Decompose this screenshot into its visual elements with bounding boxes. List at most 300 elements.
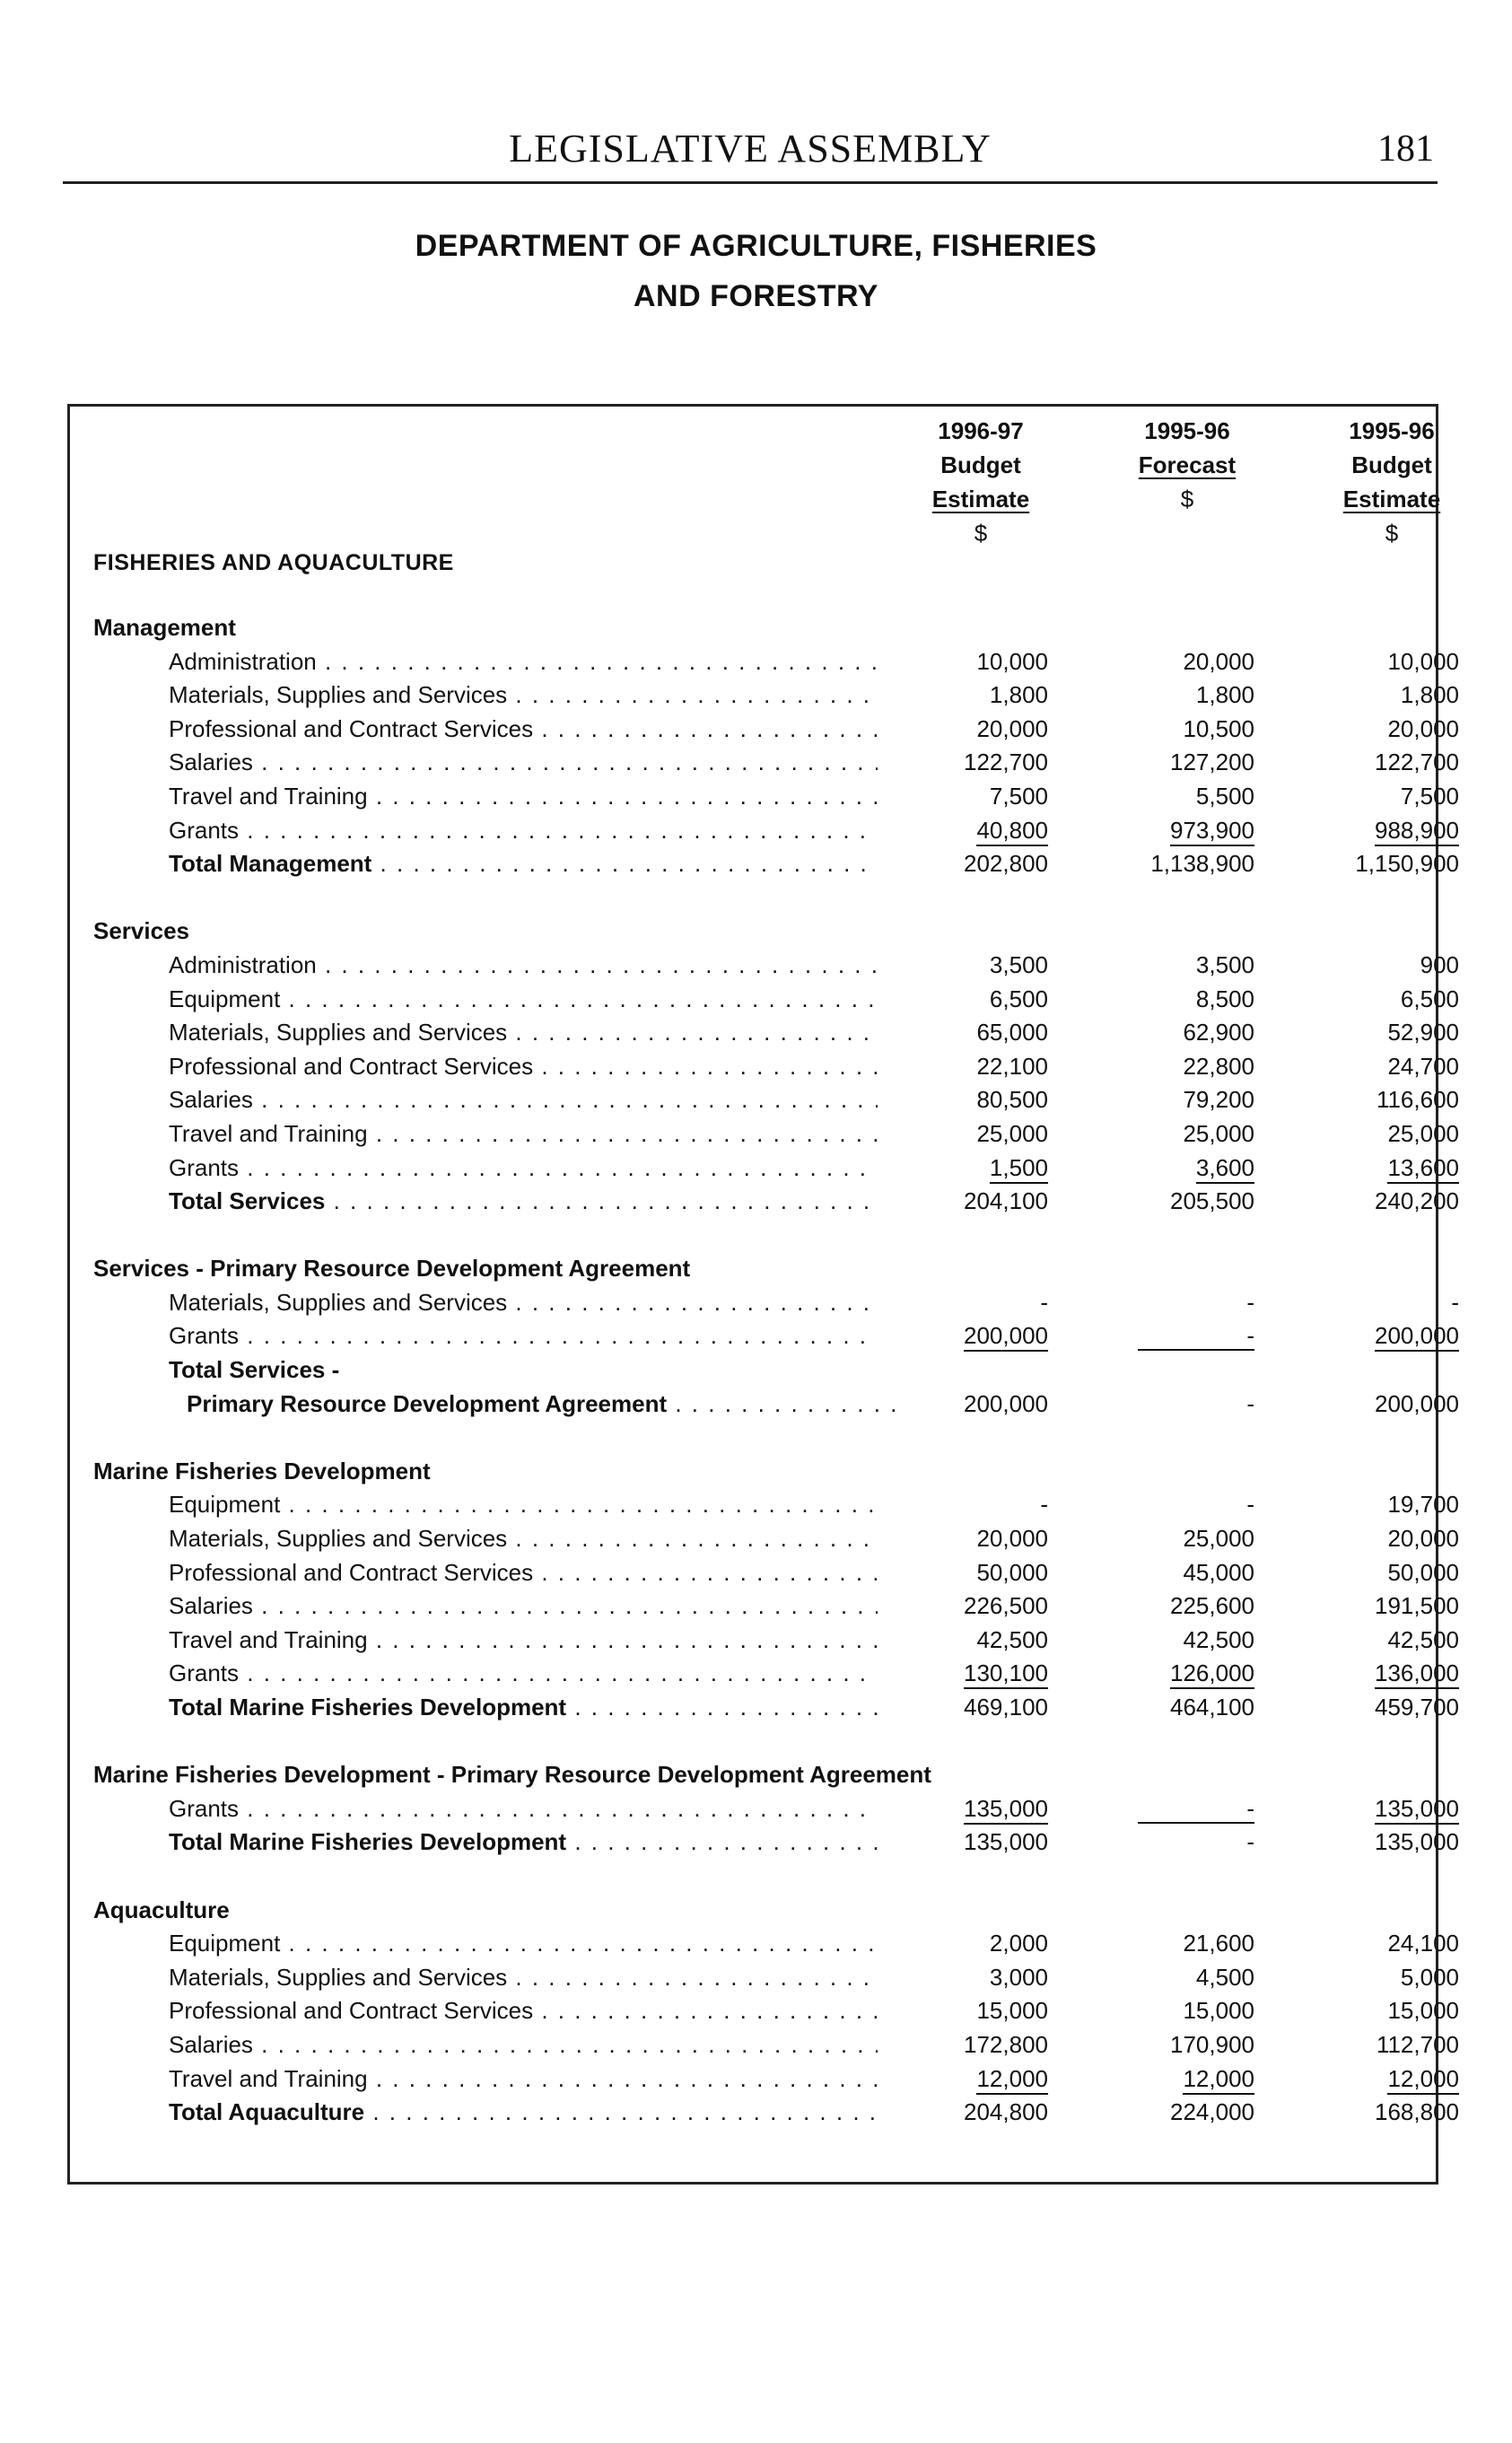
- amount-cell: [905, 1691, 1048, 1725]
- amount-cell: [1111, 1961, 1254, 1995]
- amount-cell: [905, 1522, 1048, 1556]
- amount-value: 168,800: [1375, 2098, 1459, 2126]
- amount-cell: [1315, 1994, 1459, 2028]
- amount-value: 20,000: [1387, 714, 1459, 742]
- row-label: Total Management . . .: [169, 847, 878, 881]
- table-row: [70, 1050, 1459, 1084]
- column-unit: $: [1180, 486, 1194, 512]
- amount-value: 42,500: [976, 1625, 1048, 1653]
- amount-value: 464,100: [1170, 1694, 1254, 1721]
- table-row: [70, 1556, 1459, 1590]
- row-label: Marine Fisheries Development: [93, 1457, 431, 1484]
- spacer-row: [70, 1860, 1436, 1894]
- group-heading: [70, 1252, 1436, 1286]
- amount-value: 224,000: [1170, 2098, 1254, 2126]
- amount-value: 202,800: [964, 850, 1048, 878]
- amount-cell: [905, 1994, 1048, 2028]
- amount-value: 5,500: [1195, 782, 1254, 810]
- amount-cell: [1111, 1083, 1254, 1117]
- amount-value: 8,500: [1195, 985, 1254, 1012]
- amount-value: 4,500: [1195, 1963, 1254, 1991]
- amount-cell: [905, 780, 1048, 814]
- amount-cell: [1111, 814, 1254, 848]
- table-body: [70, 611, 1459, 2130]
- table-row: [70, 2028, 1459, 2062]
- row-label: Marine Fisheries Development - Primary Resource Development Agreement: [93, 1761, 931, 1789]
- amount-value: 65,000: [976, 1019, 1048, 1046]
- column-header-line: Budget: [1351, 451, 1432, 478]
- amount-cell: [905, 1286, 1048, 1320]
- amount-cell: [1315, 679, 1459, 713]
- amount-value: 7,500: [989, 782, 1048, 810]
- amount-value: -: [1246, 1491, 1254, 1519]
- amount-value: 15,000: [1183, 1997, 1254, 2025]
- row-label: Travel and Training . . .: [169, 1117, 878, 1151]
- amount-cell: [1315, 1961, 1459, 1995]
- amount-value: 12,000: [1387, 2065, 1459, 2095]
- amount-value: 122,700: [964, 749, 1048, 776]
- amount-cell: [1315, 1657, 1459, 1691]
- amount-cell: [1111, 1691, 1254, 1725]
- amount-value: 135,000: [1375, 1828, 1459, 1856]
- table-row: [70, 1589, 1459, 1624]
- row-label: Total Marine Fisheries Development . . .: [169, 1826, 878, 1860]
- table-row: [70, 746, 1459, 780]
- amount-cell: [905, 713, 1048, 747]
- amount-cell: [1111, 1117, 1254, 1151]
- amount-cell: [905, 1826, 1048, 1860]
- row-label: Total Services . . .: [169, 1185, 878, 1219]
- amount-value: 1,138,900: [1150, 850, 1254, 878]
- amount-cell: [1111, 1556, 1254, 1590]
- row-label: Equipment . . .: [169, 1488, 878, 1522]
- total-row: [70, 2096, 1459, 2130]
- row-label: Materials, Supplies and Services . . .: [169, 1522, 878, 1556]
- amount-cell: [1315, 1319, 1459, 1353]
- amount-cell: [1111, 2062, 1254, 2097]
- amount-cell: [1315, 1522, 1459, 1556]
- amount-cell: [905, 1927, 1048, 1961]
- amount-cell: [905, 1589, 1048, 1624]
- amount-cell: [1111, 780, 1254, 814]
- amount-value: 130,100: [964, 1659, 1048, 1689]
- amount-cell: [1315, 1556, 1459, 1590]
- amount-value: 1,150,900: [1355, 850, 1459, 878]
- table-row: [70, 1286, 1459, 1320]
- amount-cell: [1111, 645, 1254, 679]
- row-label: Services - Primary Resource Development Agreement: [93, 1255, 691, 1283]
- row-label: Materials, Supplies and Services . . .: [169, 1286, 878, 1320]
- amount-cell: [1111, 713, 1254, 747]
- amount-cell: [905, 1117, 1048, 1151]
- row-label: Professional and Contract Services . . .: [169, 1556, 878, 1590]
- amount-cell: [1111, 2028, 1254, 2062]
- row-label: Grants . . .: [169, 1792, 878, 1826]
- row-label: Materials, Supplies and Services . . .: [169, 1961, 878, 1995]
- amount-cell: [905, 1556, 1048, 1590]
- amount-cell: [905, 814, 1048, 848]
- amount-value: 200,000: [964, 1389, 1048, 1417]
- amount-value: 79,200: [1183, 1086, 1254, 1114]
- amount-cell: [1111, 746, 1254, 780]
- amount-cell: [1315, 746, 1459, 780]
- amount-value: 22,100: [976, 1052, 1048, 1080]
- amount-cell: [1111, 1927, 1254, 1961]
- amount-cell: [1315, 1185, 1459, 1219]
- amount-value: 3,000: [989, 1963, 1048, 1991]
- amount-value: -: [1246, 1288, 1254, 1316]
- amount-value: 170,900: [1170, 2030, 1254, 2058]
- amount-value: 205,500: [1170, 1187, 1254, 1215]
- amount-cell: [1111, 1388, 1254, 1422]
- row-label: Grants . . .: [169, 1657, 878, 1691]
- amount-value: 126,000: [1170, 1659, 1254, 1689]
- row-label: Aquaculture: [93, 1896, 230, 1923]
- amount-cell: [1315, 2028, 1459, 2062]
- spacer-row: [70, 1725, 1436, 1759]
- amount-cell: [1315, 1388, 1459, 1422]
- amount-cell: [1315, 780, 1459, 814]
- amount-value: 22,800: [1183, 1052, 1254, 1080]
- amount-cell: [1315, 1488, 1459, 1522]
- amount-value: 20,000: [976, 1525, 1048, 1553]
- group-heading: [70, 1758, 1436, 1792]
- amount-value: 135,000: [964, 1828, 1048, 1856]
- amount-value: -: [1451, 1288, 1459, 1316]
- amount-value: 3,500: [1195, 950, 1254, 978]
- spacer-row: [70, 1219, 1436, 1253]
- amount-cell: [1315, 1117, 1459, 1151]
- row-label: Salaries . . .: [169, 746, 878, 780]
- department-title-line-2: AND FORESTRY: [634, 279, 878, 313]
- amount-value: 12,000: [976, 2065, 1048, 2095]
- amount-value: 1,800: [1400, 681, 1459, 709]
- amount-cell: [1111, 1994, 1254, 2028]
- row-label: Equipment . . .: [169, 1927, 878, 1961]
- amount-cell: [1315, 713, 1459, 747]
- amount-cell: [1315, 814, 1459, 848]
- table-row: [70, 983, 1459, 1017]
- amount-value: 24,700: [1387, 1052, 1459, 1080]
- amount-value: 7,500: [1400, 782, 1459, 810]
- spacer-row: [70, 1421, 1436, 1455]
- amount-cell: [905, 1792, 1048, 1826]
- amount-value: 172,800: [964, 2030, 1048, 2058]
- amount-value: 21,600: [1183, 1930, 1254, 1957]
- table-row: [70, 713, 1459, 747]
- amount-cell: [905, 1050, 1048, 1084]
- amount-cell: [1315, 1792, 1459, 1826]
- row-label: Professional and Contract Services . . .: [169, 1050, 878, 1084]
- amount-value: -: [1138, 1322, 1254, 1351]
- table-row: [70, 1016, 1459, 1050]
- column-unit: $: [1385, 520, 1399, 547]
- row-label: Equipment . . .: [169, 983, 878, 1017]
- amount-value: 20,000: [1387, 1525, 1459, 1553]
- amount-value: 10,000: [976, 647, 1048, 675]
- amount-value: 25,000: [1183, 1119, 1254, 1147]
- amount-value: 1,500: [990, 1154, 1048, 1184]
- table-row: [70, 1083, 1459, 1117]
- amount-cell: [1111, 1624, 1254, 1658]
- amount-cell: [905, 1488, 1048, 1522]
- amount-value: 42,500: [1387, 1625, 1459, 1653]
- amount-value: 204,800: [964, 2098, 1048, 2126]
- amount-value: 20,000: [1183, 647, 1254, 675]
- table-row: [70, 780, 1459, 814]
- amount-cell: [1315, 645, 1459, 679]
- amount-cell: [905, 1151, 1048, 1186]
- amount-value: 50,000: [1387, 1558, 1459, 1586]
- table-row: [70, 1151, 1459, 1186]
- total-row: [70, 1185, 1459, 1219]
- table-row: [70, 1961, 1459, 1995]
- amount-cell: [1315, 2062, 1459, 2097]
- department-title-line-1: DEPARTMENT OF AGRICULTURE, FISHERIES: [415, 229, 1097, 263]
- amount-value: 988,900: [1375, 817, 1459, 846]
- amount-cell: [1315, 1826, 1459, 1860]
- row-label: Grants . . .: [169, 1151, 878, 1186]
- amount-value: 50,000: [976, 1558, 1048, 1586]
- amount-value: 112,700: [1376, 2030, 1459, 2058]
- amount-cell: [905, 679, 1048, 713]
- amount-cell: [1111, 1286, 1254, 1320]
- amount-value: 469,100: [964, 1694, 1048, 1721]
- amount-cell: [1111, 1151, 1254, 1186]
- amount-value: 200,000: [1375, 1322, 1459, 1352]
- amount-value: -: [1040, 1491, 1048, 1519]
- amount-value: 122,700: [1375, 749, 1459, 776]
- row-label: Professional and Contract Services . . .: [169, 1994, 878, 2028]
- amount-value: 136,000: [1375, 1659, 1459, 1689]
- amount-value: -: [1040, 1288, 1048, 1316]
- amount-cell: [905, 847, 1048, 881]
- amount-cell: [1315, 949, 1459, 983]
- column-header-line: Estimate: [931, 486, 1030, 512]
- amount-value: 2,000: [989, 1930, 1048, 1957]
- amount-value: 1,800: [989, 681, 1048, 709]
- amount-cell: [1315, 983, 1459, 1017]
- amount-value: 900: [1420, 950, 1459, 978]
- amount-cell: [905, 1961, 1048, 1995]
- amount-cell: [1111, 983, 1254, 1017]
- row-label: Salaries . . .: [169, 1083, 878, 1117]
- amount-value: 15,000: [1387, 1997, 1459, 2025]
- amount-cell: [1111, 2096, 1254, 2130]
- total-row: [70, 1353, 1436, 1388]
- amount-value: 204,100: [964, 1187, 1048, 1215]
- table-row: [70, 679, 1459, 713]
- total-row: [70, 1691, 1459, 1725]
- amount-value: 3,600: [1196, 1154, 1254, 1184]
- amount-value: 973,900: [1170, 817, 1254, 846]
- row-label: Grants . . .: [169, 814, 878, 848]
- amount-value: 25,000: [976, 1119, 1048, 1147]
- amount-value: 25,000: [1387, 1119, 1459, 1147]
- total-row: [70, 1826, 1459, 1860]
- amount-value: 135,000: [964, 1795, 1048, 1825]
- amount-cell: [905, 983, 1048, 1017]
- amount-value: 226,500: [964, 1592, 1048, 1620]
- row-label: Materials, Supplies and Services . . .: [169, 1016, 878, 1050]
- amount-cell: [1111, 1185, 1254, 1219]
- column-header-line: Forecast: [1138, 451, 1237, 478]
- amount-value: -: [1246, 1828, 1254, 1856]
- amount-cell: [1111, 1826, 1254, 1860]
- amount-cell: [1111, 1589, 1254, 1624]
- amount-cell: [1315, 1589, 1459, 1624]
- amount-value: 45,000: [1183, 1558, 1254, 1586]
- amount-value: 62,900: [1183, 1019, 1254, 1046]
- page-header: [63, 126, 1438, 184]
- amount-cell: [1315, 1083, 1459, 1117]
- column-header-line: Budget: [940, 451, 1021, 478]
- amount-cell: [1315, 1151, 1459, 1186]
- amount-value: 191,500: [1375, 1592, 1459, 1620]
- table-row: [70, 1488, 1459, 1522]
- row-label: Total Marine Fisheries Development . . .: [169, 1691, 878, 1725]
- amount-value: 40,800: [976, 817, 1048, 846]
- amount-cell: [1315, 1286, 1459, 1320]
- table-row: [70, 814, 1459, 848]
- amount-cell: [1111, 949, 1254, 983]
- amount-value: 42,500: [1183, 1625, 1254, 1653]
- row-label: Management: [93, 614, 236, 641]
- amount-cell: [905, 1319, 1048, 1353]
- row-label: Administration . . .: [169, 949, 878, 983]
- row-label: Salaries . . .: [169, 1589, 878, 1624]
- row-label: Materials, Supplies and Services . . .: [169, 679, 878, 713]
- amount-cell: [1111, 679, 1254, 713]
- amount-cell: [905, 1083, 1048, 1117]
- row-label: Grants . . .: [169, 1319, 878, 1353]
- amount-cell: [905, 746, 1048, 780]
- department-title: [0, 221, 1512, 321]
- amount-cell: [1315, 1927, 1459, 1961]
- group-heading: [70, 611, 1436, 645]
- amount-cell: [1111, 847, 1254, 881]
- amount-value: 200,000: [1375, 1389, 1459, 1417]
- column-unit: $: [974, 520, 988, 547]
- table-row: [70, 949, 1459, 983]
- amount-value: 15,000: [976, 1997, 1048, 2025]
- table-row: [70, 1927, 1459, 1961]
- amount-value: 5,000: [1400, 1963, 1459, 1991]
- amount-cell: [1315, 2096, 1459, 2130]
- column-header-1995-96-forecast: [1106, 414, 1268, 516]
- amount-cell: [1111, 1016, 1254, 1050]
- row-label: Travel and Training . . .: [169, 780, 878, 814]
- table-row: [70, 1117, 1459, 1151]
- amount-cell: [1315, 1624, 1459, 1658]
- amount-value: 20,000: [976, 714, 1048, 742]
- amount-value: 6,500: [989, 985, 1048, 1012]
- row-label: Total Aquaculture . . .: [169, 2096, 878, 2130]
- assembly-title: LEGISLATIVE ASSEMBLY: [509, 127, 992, 171]
- amount-cell: [905, 1185, 1048, 1219]
- amount-value: 19,700: [1387, 1491, 1459, 1519]
- amount-value: -: [1138, 1795, 1254, 1824]
- column-header-line: 1995-96: [1349, 417, 1435, 444]
- table-row: [70, 645, 1459, 679]
- column-header-line: 1995-96: [1144, 417, 1230, 444]
- table-row: [70, 1994, 1459, 2028]
- amount-value: 459,700: [1375, 1694, 1459, 1721]
- table-row: [70, 1319, 1459, 1353]
- row-label: Total Services -: [169, 1356, 340, 1384]
- amount-value: 200,000: [964, 1322, 1048, 1352]
- amount-value: 240,200: [1375, 1187, 1459, 1215]
- amount-cell: [1111, 1522, 1254, 1556]
- section-title: FISHERIES AND AQUACULTURE: [93, 550, 454, 575]
- total-row: [70, 847, 1459, 881]
- amount-value: 127,200: [1170, 749, 1254, 776]
- column-header-line: Estimate: [1342, 486, 1441, 512]
- group-heading: [70, 915, 1436, 949]
- row-label: Administration . . .: [169, 645, 878, 679]
- column-header-line: 1996-97: [938, 417, 1024, 444]
- amount-cell: [1111, 1792, 1254, 1826]
- page-number: 181: [1377, 128, 1434, 170]
- group-heading: [70, 1894, 1436, 1928]
- row-label: Primary Resource Development Agreement . . .: [187, 1388, 896, 1422]
- amount-cell: [1111, 1488, 1254, 1522]
- amount-value: -: [1246, 1389, 1254, 1417]
- row-label: Travel and Training . . .: [169, 1624, 878, 1658]
- amount-cell: [1315, 847, 1459, 881]
- amount-value: 24,100: [1387, 1930, 1459, 1957]
- table-row: [70, 2062, 1459, 2097]
- amount-cell: [905, 645, 1048, 679]
- amount-cell: [905, 2096, 1048, 2130]
- table-row: [70, 1792, 1459, 1826]
- amount-cell: [905, 949, 1048, 983]
- row-label: Professional and Contract Services . . .: [169, 713, 878, 747]
- total-row: [70, 1388, 1459, 1422]
- amount-cell: [905, 1388, 1048, 1422]
- amount-value: 3,500: [989, 950, 1048, 978]
- amount-value: 25,000: [1183, 1525, 1254, 1553]
- spacer-row: [70, 881, 1436, 915]
- amount-value: 10,500: [1183, 714, 1254, 742]
- column-header-1996-97-budget: [900, 414, 1062, 550]
- amount-cell: [905, 1016, 1048, 1050]
- amount-cell: [905, 2062, 1048, 2097]
- amount-cell: [1315, 1050, 1459, 1084]
- budget-table: [67, 404, 1459, 2185]
- column-header-1995-96-budget: [1311, 414, 1473, 550]
- amount-value: 116,600: [1376, 1086, 1459, 1114]
- amount-value: 225,600: [1170, 1592, 1254, 1620]
- amount-cell: [1111, 1319, 1254, 1353]
- amount-cell: [905, 1657, 1048, 1691]
- amount-value: 135,000: [1375, 1795, 1459, 1825]
- table-row: [70, 1657, 1459, 1691]
- row-label: Services: [93, 917, 189, 945]
- amount-cell: [905, 1624, 1048, 1658]
- amount-value: 13,600: [1387, 1154, 1459, 1184]
- amount-cell: [1111, 1657, 1254, 1691]
- amount-cell: [905, 2028, 1048, 2062]
- amount-value: 80,500: [976, 1086, 1048, 1114]
- row-label: Travel and Training . . .: [169, 2062, 878, 2097]
- amount-value: 1,800: [1195, 681, 1254, 709]
- table-row: [70, 1522, 1459, 1556]
- amount-value: 10,000: [1387, 647, 1459, 675]
- amount-cell: [1315, 1691, 1459, 1725]
- amount-value: 12,000: [1183, 2065, 1254, 2095]
- amount-cell: [1111, 1050, 1254, 1084]
